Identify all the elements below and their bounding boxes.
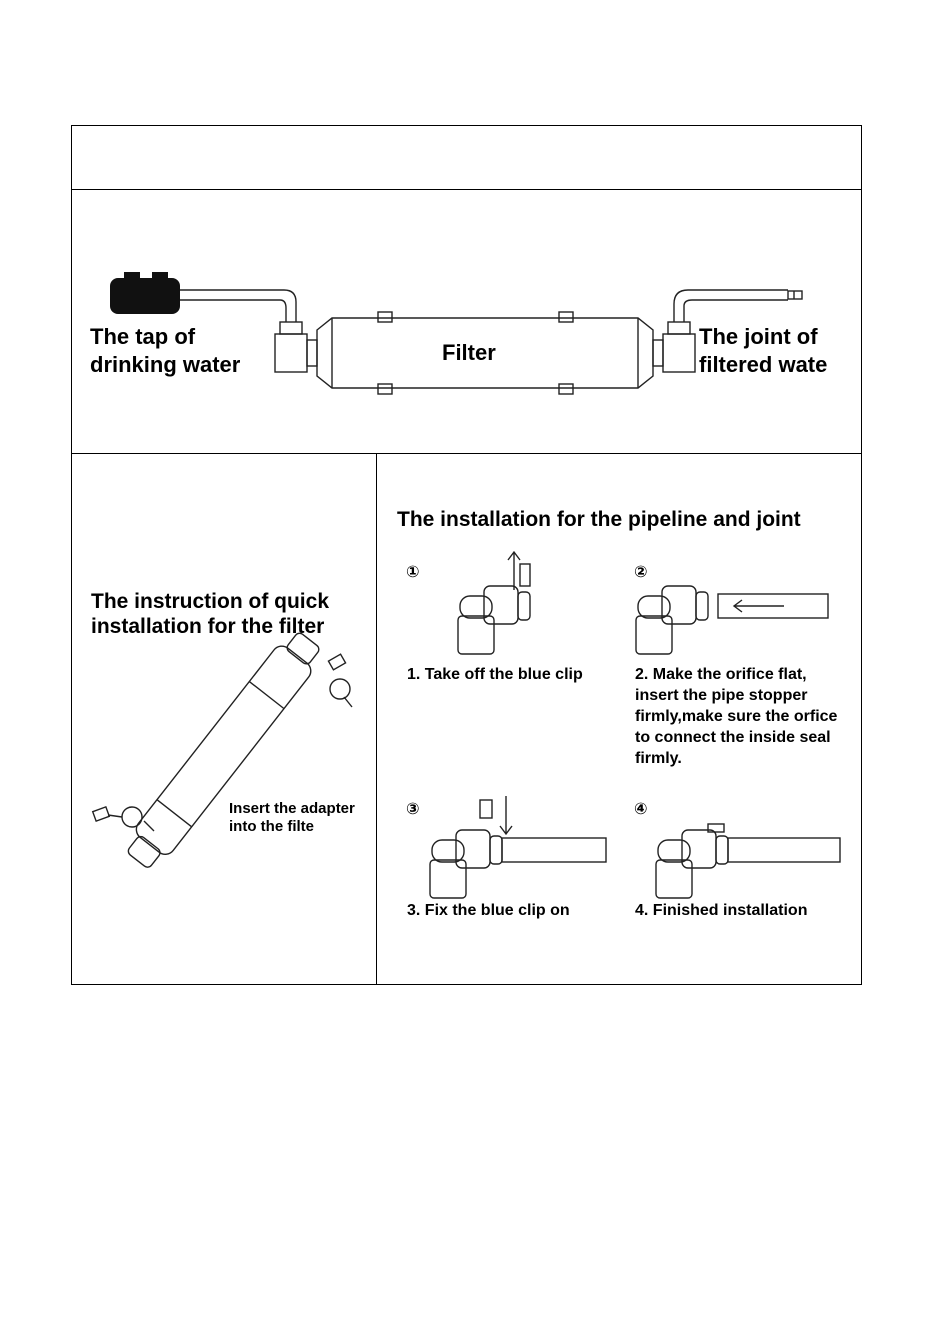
installation-panel [72,454,861,984]
quick-title-line1: The instruction of quick [91,590,330,613]
step-1-number: ① [406,564,420,581]
joint-label-line1: The joint of [699,324,818,349]
step-2-text-4: to connect the inside seal [635,729,831,746]
tap-icon [110,278,180,314]
outlet-end-icon [788,291,802,299]
step-2-text-3: firmly,make sure the orfice [635,708,838,725]
step-3-illustration [428,794,628,904]
instruction-frame [71,125,862,985]
step-1-text-1: 1. Take off the blue clip [407,666,583,683]
adapter-note-line1: Insert the adapter [229,800,355,817]
step-3-number: ③ [406,801,420,818]
tap-label-line2: drinking water [90,352,241,377]
header-row [72,126,861,190]
filter-label: Filter [442,340,496,365]
adapter-note-line2: into the filte [229,818,314,835]
step-1-illustration [444,550,554,660]
filter-diagram-panel [72,190,861,454]
step-4-text-1: 4. Finished installation [635,902,808,919]
pipeline-title: The installation for the pipeline and joint [397,508,801,531]
step-2-text-2: insert the pipe stopper [635,687,808,704]
step-2-text-1: 2. Make the orifice flat, [635,666,807,683]
step-4-number: ④ [634,801,648,818]
step-2-illustration [634,550,834,660]
tap-label-line1: The tap of [90,324,196,349]
step-2-number: ② [634,564,648,581]
filter-schematic [72,190,863,454]
step-4-illustration [654,794,854,904]
quick-title-line2: installation for the filter [91,615,325,638]
joint-label-line2: filtered wate [699,352,828,377]
step-3-text-1: 3. Fix the blue clip on [407,902,570,919]
step-2-text-5: firmly. [635,750,682,767]
